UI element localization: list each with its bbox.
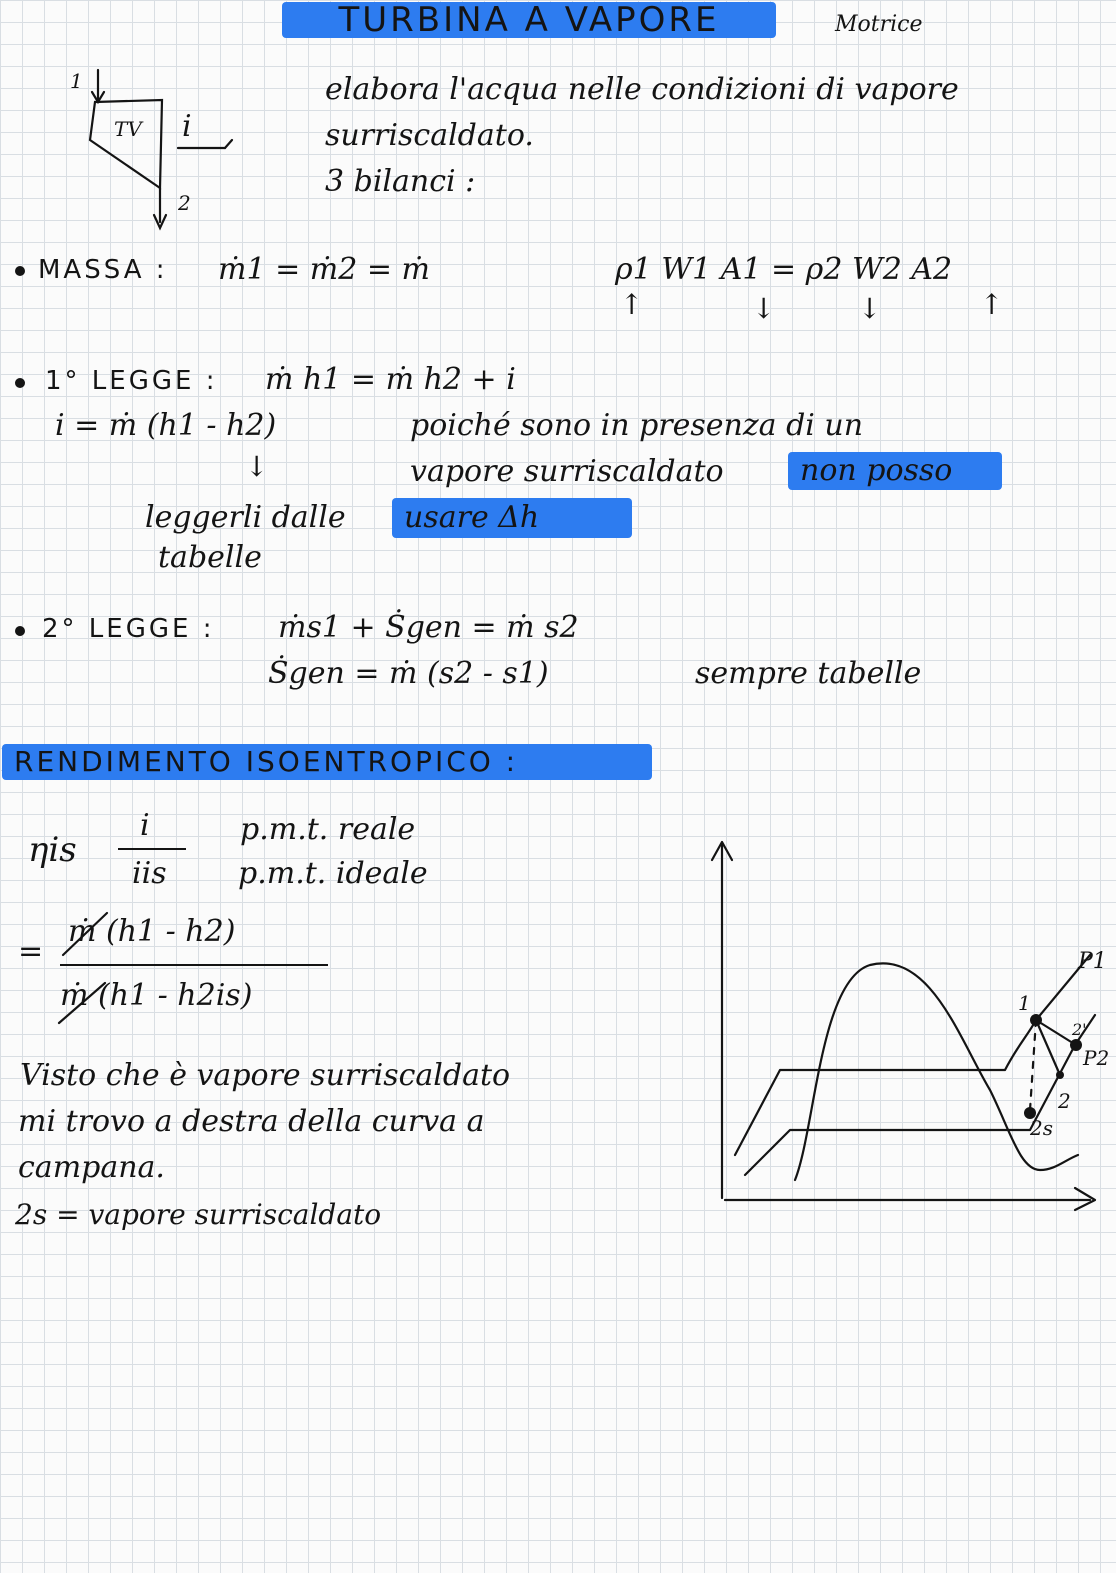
bullet-first-law [15, 378, 25, 388]
mass-label: MASSA : [38, 255, 168, 285]
continuity-equation: ρ1 W1 A1 = ρ2 W2 A2 [615, 252, 953, 287]
label-point-2s: 2s [1030, 1116, 1053, 1140]
tables-note-1: leggerli dalle [145, 500, 346, 535]
point-2 [1056, 1071, 1064, 1079]
section-title-isentropic: RENDIMENTO ISOENTROPICO : [2, 744, 652, 780]
saturation-dome [795, 963, 1078, 1180]
eta-numerator: i [140, 808, 150, 843]
second-law-label: 2° LEGGE : [42, 614, 215, 644]
first-law-note-2: vapore surriscaldato [410, 454, 724, 489]
turbine-box-label: TV [114, 117, 142, 141]
first-law-label: 1° LEGGE : [45, 366, 218, 396]
point-1 [1030, 1014, 1042, 1026]
work-expression: i = ṁ (h1 - h2) [55, 408, 277, 443]
intro-line-2: surriscaldato. [325, 118, 534, 153]
bullet-second-law [15, 626, 25, 636]
text-line-3: campana. [18, 1150, 165, 1185]
strike-marks [55, 905, 135, 1035]
page-tag: Motrice [835, 12, 923, 37]
intro-line-3: 3 bilanci : [325, 164, 476, 199]
continuity-arrow-2: ↓ [752, 292, 776, 325]
fraction-numerator: ṁ (h1 - h2) [68, 914, 236, 949]
tables-note-2: tabelle [158, 540, 262, 575]
continuity-arrow-3: ↓ [858, 292, 882, 325]
label-point-2prime: 2' [1072, 1020, 1087, 1039]
text-line-4: 2s = vapore surriscaldato [15, 1198, 382, 1231]
intro-line-1: elabora l'acqua nelle condizioni di vapore [325, 72, 959, 107]
text-line-2: mi trovo a destra della curva a [18, 1104, 485, 1139]
sgen-expression: Ṡgen = ṁ (s2 - s1) [268, 656, 549, 691]
text-line-1: Visto che è vapore surriscaldato [20, 1058, 511, 1093]
eta-denominator: iis [132, 856, 167, 891]
label-p1: P1 [1078, 949, 1107, 974]
first-law-equation: ṁ h1 = ṁ h2 + i [265, 362, 516, 397]
isentropic-expansion [1030, 1020, 1036, 1110]
label-point-2: 2 [1058, 1089, 1071, 1113]
page-title: TURBINA A VAPORE [282, 2, 776, 38]
continuity-arrow-4: ↑ [980, 288, 1004, 321]
ts-diagram [700, 830, 1112, 1230]
highlight-usare-dh: usare Δh [392, 498, 632, 538]
first-law-note-1: poiché sono in presenza di un [410, 408, 864, 443]
continuity-arrow-1: ↑ [620, 288, 644, 321]
turbine-inlet-label: 1 [70, 69, 83, 93]
eta-symbol: ηis [28, 830, 77, 870]
eta-num-note: p.m.t. reale [240, 812, 416, 847]
highlight-non-posso: non posso [788, 452, 1002, 490]
mass-equation: ṁ1 = ṁ2 = ṁ [218, 252, 430, 287]
turbine-sketch [60, 60, 250, 240]
isobar-p2 [745, 1015, 1095, 1175]
eta-den-note: p.m.t. ideale [238, 856, 428, 891]
eta-fraction-line [118, 848, 186, 850]
bullet-mass [15, 266, 25, 276]
second-law-equation: ṁs1 + Ṡgen = ṁ s2 [278, 610, 579, 645]
second-law-note: sempre tabelle [695, 656, 922, 691]
tables-arrow: ↓ [245, 450, 269, 483]
equals-sign: = [18, 934, 44, 969]
point-2prime [1070, 1039, 1082, 1051]
label-point-1: 1 [1018, 991, 1031, 1015]
turbine-outlet-label: 2 [178, 191, 191, 215]
label-p2: P2 [1083, 1046, 1110, 1070]
fraction-denominator: ṁ (h1 - h2is) [60, 978, 253, 1013]
turbine-work-label: i [182, 109, 192, 144]
